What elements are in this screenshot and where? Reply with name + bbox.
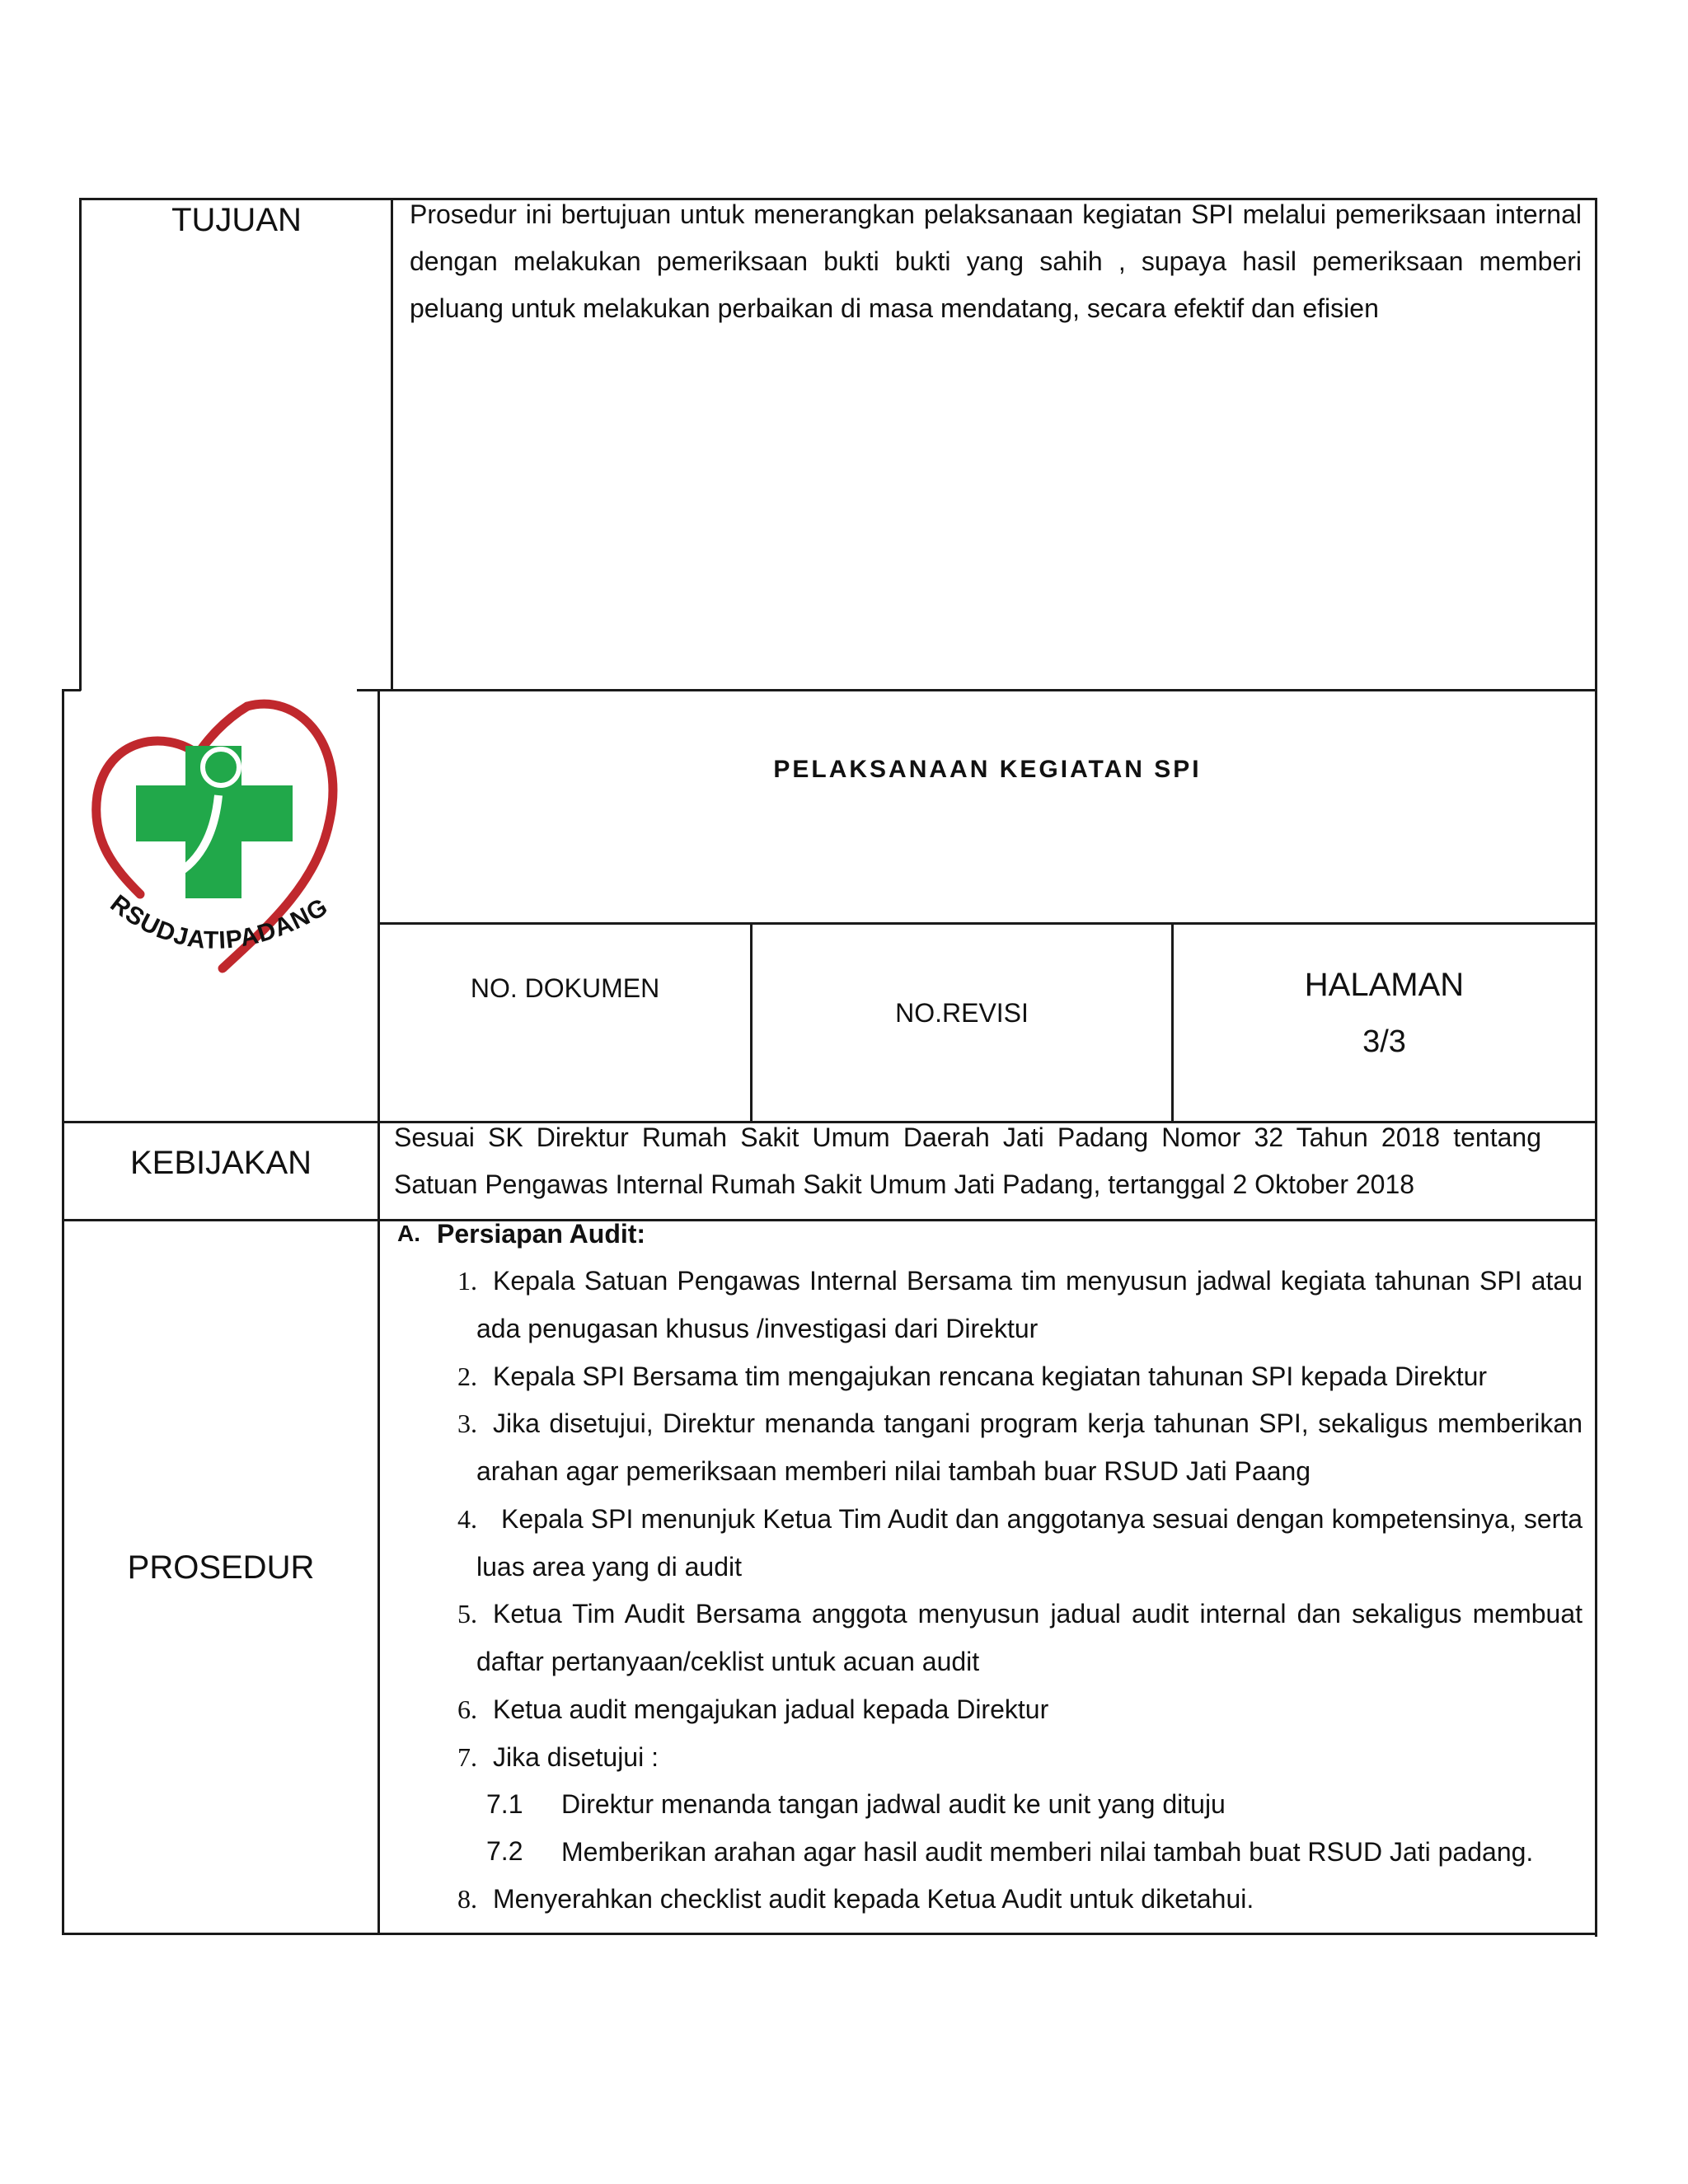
- border-line: [62, 1933, 1597, 1935]
- item-text: Direktur menanda tangan jadwal audit ke unit yang dituju: [561, 1789, 1226, 1819]
- item-text: Kepala SPI menunjuk Ketua Tim Audit dan anggotanya sesuai dengan kompetensinya, serta luas area yang di audit: [476, 1504, 1582, 1582]
- border-line: [79, 198, 82, 691]
- item-number: 7.2: [486, 1836, 523, 1866]
- logo-text: RSUDJATIPADANG: [105, 889, 333, 954]
- border-line: [63, 689, 81, 691]
- no-revisi-label: NO.REVISI: [895, 998, 1029, 1028]
- border-line: [357, 689, 1597, 691]
- border-line: [62, 689, 64, 1935]
- item-number: 7.1: [486, 1789, 523, 1819]
- item-number: 8.: [457, 1884, 477, 1914]
- item-number: 1.: [457, 1266, 477, 1296]
- border-line: [1595, 198, 1597, 1937]
- section-letter: A.: [397, 1221, 420, 1246]
- border-line: [1171, 922, 1174, 1122]
- border-line: [377, 922, 1597, 925]
- item-number: 2.: [457, 1361, 477, 1391]
- border-line: [391, 198, 393, 691]
- kebijakan-label: KEBIJAKAN: [129, 1145, 312, 1181]
- hospital-logo: [82, 696, 346, 1001]
- item-text: Jika disetujui, Direktur menanda tangani program kerja tahunan SPI, sekaligus memberikan arahan agar pemeriksaan memberi nilai tambah buar RSUD Jati Paang: [476, 1408, 1582, 1486]
- halaman-value: 3/3: [1362, 1024, 1406, 1059]
- item-text: Memberikan arahan agar hasil audit memberi nilai tambah buat RSUD Jati padang.: [561, 1837, 1534, 1867]
- item-number: 3.: [457, 1408, 477, 1438]
- section-title: Persiapan Audit:: [437, 1219, 646, 1249]
- prosedur-label: PROSEDUR: [127, 1549, 315, 1586]
- kebijakan-text: Sesuai SK Direktur Rumah Sakit Umum Daerah Jati Padang Nomor 32 Tahun 2018 tentang Satuan Pengawas Internal Rumah Sakit Umum Jati Padang, tertanggal 2 Oktober 2018: [394, 1122, 1541, 1199]
- border-line: [377, 689, 380, 1935]
- item-number: 5.: [457, 1599, 477, 1629]
- item-text: Ketua Tim Audit Bersama anggota menyusun jadual audit internal dan sekaligus membuat daftar pertanyaan/ceklist untuk acuan audit: [476, 1599, 1582, 1676]
- item-text: Kepala SPI Bersama tim mengajukan rencana kegiatan tahunan SPI kepada Direktur: [493, 1361, 1488, 1391]
- tujuan-label: TUJUAN: [171, 202, 302, 238]
- document-title: PELAKSANAAN KEGIATAN SPI: [773, 756, 1202, 783]
- halaman-label: HALAMAN: [1304, 967, 1465, 1003]
- item-text: Jika disetujui :: [493, 1742, 659, 1772]
- item-number: 7.: [457, 1742, 477, 1772]
- svg-text:RSUDJATIPADANG: [106, 890, 333, 954]
- item-number: 6.: [457, 1694, 477, 1724]
- item-text: Kepala Satuan Pengawas Internal Bersama tim menyusun jadwal kegiata tahunan SPI atau ada penugasan khusus /investigasi dari Direktur: [476, 1266, 1582, 1343]
- logo-heart-cross-icon: [82, 696, 346, 1001]
- no-dokumen-label: NO. DOKUMEN: [470, 973, 660, 1003]
- item-text: Ketua audit mengajukan jadual kepada Direktur: [493, 1694, 1049, 1724]
- item-text: Menyerahkan checklist audit kepada Ketua Audit untuk diketahui.: [493, 1884, 1254, 1914]
- tujuan-text: Prosedur ini bertujuan untuk menerangkan pelaksanaan kegiatan SPI melalui pemeriksaan internal dengan melakukan pemeriksaan bukti bukti yang sahih , supaya hasil pemeriksaan memberi peluang untuk melakukan perbaikan di masa mendatang, secara efektif dan efisien: [410, 199, 1582, 323]
- item-number: 4.: [457, 1504, 477, 1534]
- border-line: [62, 1219, 1597, 1221]
